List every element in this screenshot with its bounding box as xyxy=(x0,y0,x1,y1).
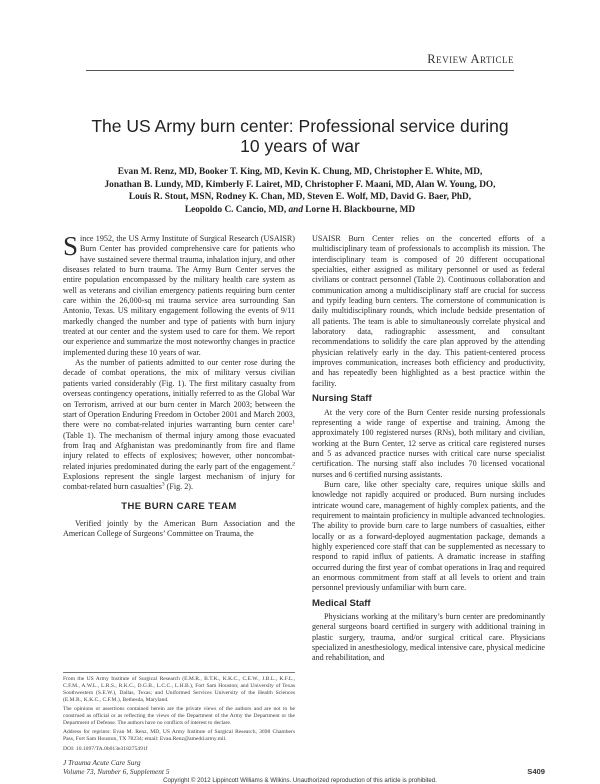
patients-text-b: (Table 1). The mechanism of thermal injury among those evacuated from Iraq and Afghanistan was predominantly from fire and flame injury related to effects of explosives; however, other noncombat-related injuries predominated during the early part of the engagement. xyxy=(63,430,295,471)
authors-line-1: Evan M. Renz, MD, Booker T. King, MD, Kevin K. Chung, MD, Christopher E. White, MD, xyxy=(117,167,483,177)
authors-line-4-b: Lorne H. Blackbourne, MD xyxy=(305,204,416,215)
section-heading-medical-staff: Medical Staff xyxy=(312,597,371,609)
article-type-header: Review Article xyxy=(427,52,514,66)
patients-text-d: (Fig. 2). xyxy=(166,482,193,492)
ref-1: 1 xyxy=(292,419,295,426)
journal-volume: Volume 73, Number 6, Supplement 5 xyxy=(63,766,170,776)
title-line-2: 10 years of war xyxy=(240,136,360,156)
patients-paragraph xyxy=(63,358,295,492)
authors-and: and xyxy=(288,204,303,215)
footnotes xyxy=(63,676,295,745)
title-line-1: The US Army burn center: Professional service during xyxy=(91,116,509,136)
left-column xyxy=(63,231,295,540)
header-rule xyxy=(86,70,514,71)
footnote-rule xyxy=(63,672,295,673)
authors-line-2: Jonathan B. Lundy, MD, Kimberly F. Lairet, MD, Christopher F. Maani, MD, Alan W. Young, DO, xyxy=(104,179,496,190)
authors-line-3: Louis R. Stout, MSN, Rodney K. Chan, MD, Steven E. Wolf, MD, David G. Baer, PhD, xyxy=(128,192,472,203)
right-column xyxy=(312,234,545,664)
patients-text-c: Explosions represent the single largest mechanism of injury for combat-related burn casualties xyxy=(63,471,295,492)
article-title xyxy=(90,116,510,156)
section-heading-nursing-staff: Nursing Staff xyxy=(312,393,372,405)
intro-paragraph xyxy=(63,231,295,358)
intro-text: ince 1952, the US Army Institute of Surgical Research (USAISR) Burn Center has provided comprehensive care for patients who have sustained severe thermal trauma, inhalation injury, and other diseases related to burn trauma. The Army Burn Center serves the entire population encompassed by the military health care system as well as veterans and civilian emergency patients requiring burn center care within the 26,000-sq mi trauma service area surrounding San Antonio, Texas. US military engagement following the events of 9/11 markedly changed the number and type of patients with burn injury treated at our center and the system used to care for them. We report our experience and summarize the most noteworthy changes in practice implemented during these 10 years of war. xyxy=(63,234,295,357)
authors-line-4 xyxy=(84,204,516,217)
reprint-address-footnote: Address for reprints: Evan M. Renz, MD, US Army Institute of Surgical Research, 3698 Chambers Pass, Fort Sam Houston, TX 78234; email: Evan.Renz@amedd.army.mil. xyxy=(63,729,295,743)
author-list xyxy=(84,166,516,216)
medical-paragraph: Physicians working at the military’s burn center are predominantly general surgeons board certified in surgery with additional training in plastic surgery, trauma, and/or surgical critical care. Physicians specialized in anesthesiology, medical intensive care, physical medicine and rehabilitation, and xyxy=(312,612,545,663)
copyright-notice: Copyright © 2012 Lippincott Williams & Wilkins. Unauthorized reproduction of this article is prohibited. xyxy=(163,777,437,784)
doi: DOI: 10.1097/TA.0b013e318275491f xyxy=(63,746,148,752)
nursing-paragraph-2: Burn care, like other specialty care, requires unique skills and knowledge not rapidly acquired or produced. Burn nursing includes intricate wound care, management of highly complex patients, and the requirement to maintain proficiency in multiple advanced technologies. The ability to provide burn care to large numbers of casualties, either locally or as a forward-deployed augmentation package, demands a highly experienced core staff that can be supplemented as necessary to respond to rapid influx of patients. A dramatic increase in staffing occurred during the first year of combat operations in Iraq and required an enormous commitment from staff at all levels to orient and train personnel previously unfamiliar with burn care. xyxy=(312,479,545,593)
disclaimer-footnote: The opinions or assertions contained herein are the private views of the authors and are not to be construed as official or as reflecting the views of the Department of the Army the Department or the Department of Defense. The authors have no conflicts of interest to declare. xyxy=(63,706,295,727)
page-number: S409 xyxy=(527,767,545,776)
patients-text-a: As the number of patients admitted to our center rose during the decade of combat operations, the mix of military versus civilian patients varied considerably (Fig. 1). The first military casualty from overseas contingency operations, initially referred to as the Global War on Terrorism, arrived at our burn center in March 2003; between the start of Operation Enduring Freedom in October 2001 and March 2003, there were no combat-related injuries warranting burn center care xyxy=(63,358,295,430)
journal-name: J Trauma Acute Care Surg xyxy=(63,758,141,767)
team-paragraph: Verified jointly by the American Burn Association and the American College of Surgeons’ Committee on Trauma, the xyxy=(63,518,295,539)
section-heading-burn-care-team: THE BURN CARE TEAM xyxy=(121,500,237,512)
authors-line-4-a: Leopoldo C. Cancio, MD, xyxy=(184,204,287,215)
ref-3: 3 xyxy=(161,481,165,488)
affiliation-footnote: From the US Army Institute of Surgical Research (E.M.R., B.T.K., K.K.C., C.E.W., J.B.L., K.F.L., C.F.M., A.W.L., L.R.S., R.K.C., D.G.B., L.C.C., L.H.B.), Fort Sam Houston; and University of Texas Southwestern (S.E.W.), Dallas, Texas; and Uniformed Services University of the Health Sciences (E.M.R., K.K.C., C.F.M.), Bethesda, Maryland. xyxy=(63,676,295,704)
ref-2: 2 xyxy=(292,460,295,467)
nursing-paragraph-1: At the very core of the Burn Center reside nursing professionals representing a wide range of expertise and training. Among the approximately 100 registered nurses (RNs), both military and civilian, working at the Burn Center, 12 serve as critical care registered nurses and 5 as advanced practice nurses with critical care nurse specialist certification. The nursing staff also includes 70 licensed vocational nurses and 6 certified nursing assistants. xyxy=(312,407,545,479)
journal-citation xyxy=(63,759,169,776)
team-continued-paragraph: USAISR Burn Center relies on the concerted efforts of a multidisciplinary team of professionals to accomplish its mission. The interdisciplinary team is composed of 20 different occupational specialties, either assigned as military personnel or used as federal civilians or contract personnel (Table 2). Continuous collaboration and communication among a multidisciplinary staff are crucial for success and typify leading burn centers. The cornerstone of communication is daily multidisciplinary rounds, which include bedside presentation of all patients. The team is able to simultaneously correlate physical and laboratory data, radiographic assessment, and consultant recommendations to solidify the care plan approved by the attending physician relatively early in the day. This patient-centered process improves communication, increases both efficiency and productivity, and has repeatedly been highlighted as a best practice within the facility. xyxy=(312,234,545,388)
drop-cap: S xyxy=(63,231,79,261)
